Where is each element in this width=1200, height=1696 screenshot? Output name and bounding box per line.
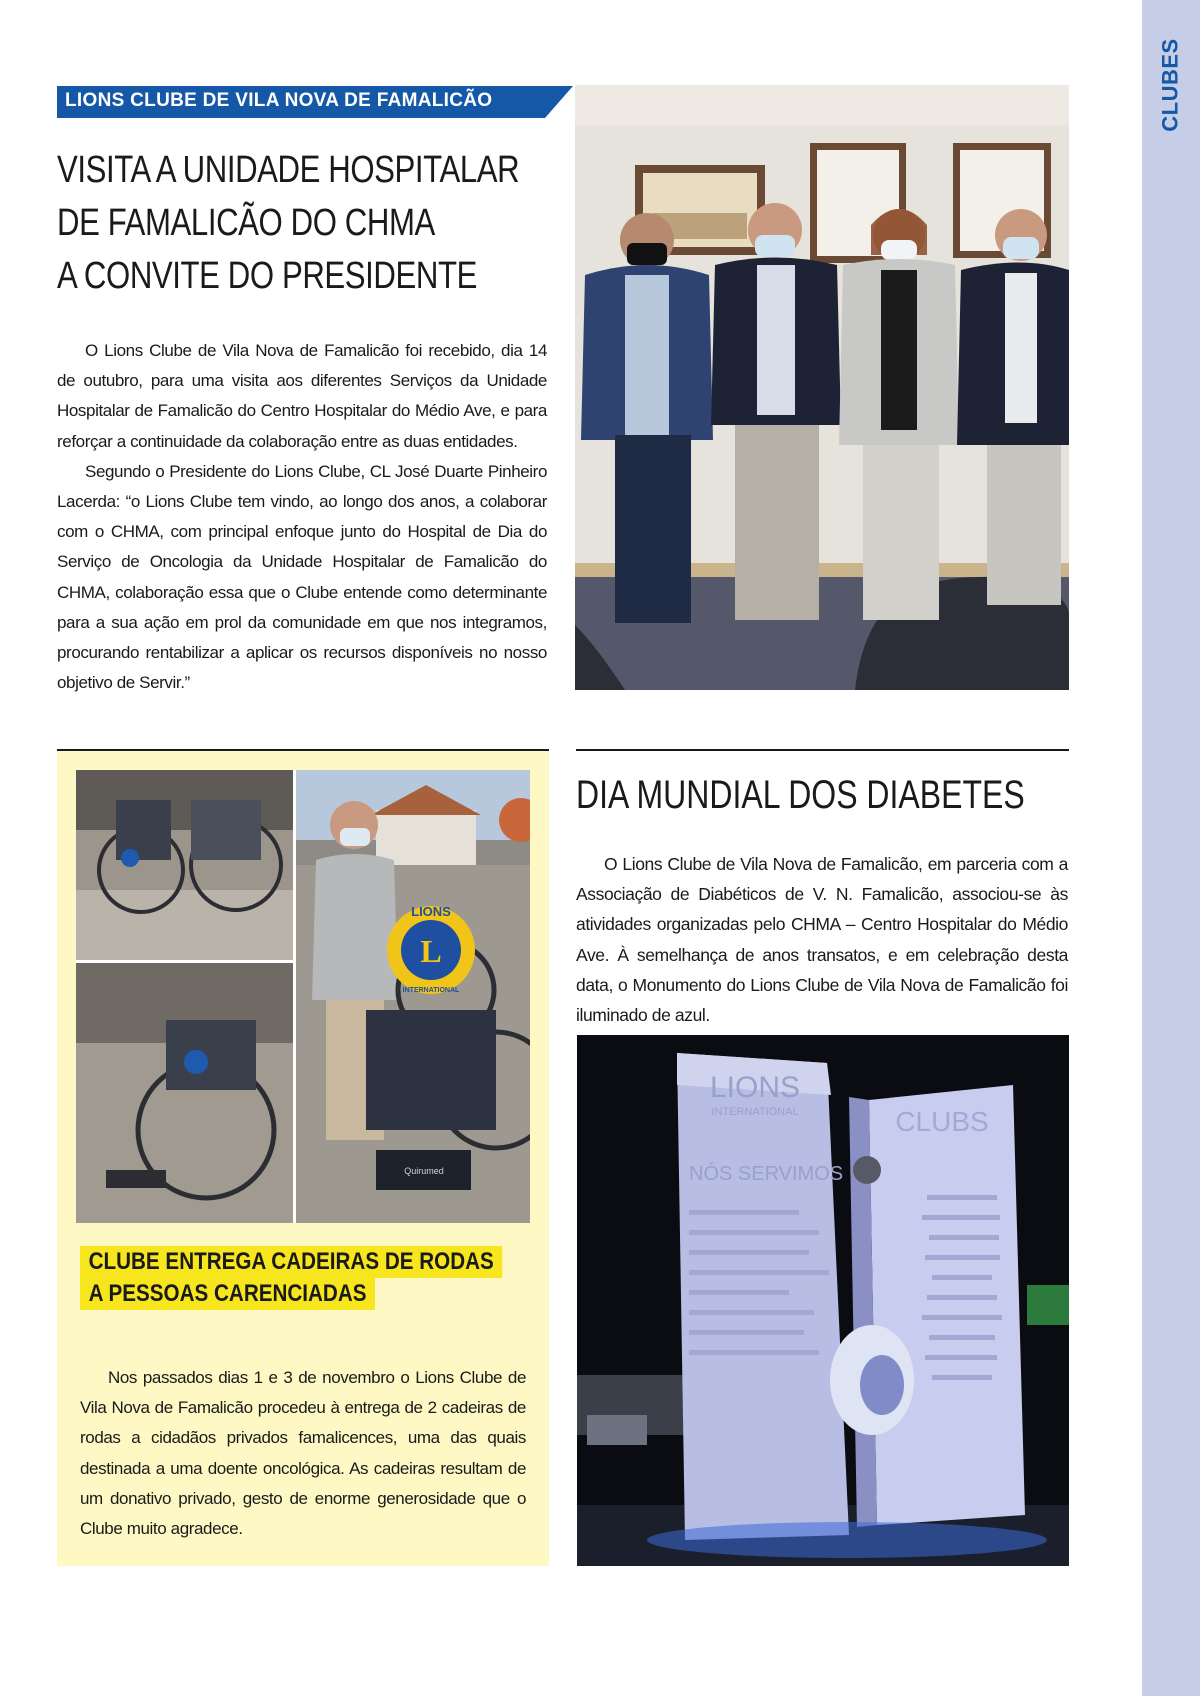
club-banner — [57, 86, 573, 118]
emblem-letter: L — [420, 933, 442, 969]
monument-photo — [577, 1035, 1069, 1566]
section-tab — [1148, 40, 1194, 130]
monument-international-text: INTERNATIONAL — [711, 1106, 799, 1118]
chair-brand-text: Quirumed — [404, 1166, 444, 1176]
monument-lions-text: LIONS — [709, 1071, 801, 1104]
section-divider — [576, 749, 1069, 751]
wheelchair-photo-collage — [76, 770, 530, 1223]
paragraph: Segundo o Presidente do Lions Clube, CL José Duarte Pinheiro Lacerda: “o Lions Clube tem vindo, ao longo dos anos, a colaborar com o CHMA, com principal enfoque junto do Hospital de Dia do Serviço de Oncologia da Unidade Hospitalar de Famalicão do CHMA, colaboração essa que o Clube entende como determinante para a sua ação em prol da comunidade em que nos integramos, procurando rentabilizar a aplicar os recursos disponíveis no nosso objetivo de Servir.” — [57, 461, 547, 693]
title-line: A PESSOAS CARENCIADAS — [80, 1278, 375, 1310]
article2-title — [80, 1246, 502, 1310]
paragraph: Nos passados dias 1 e 3 de novembro o Lions Clube de Vila Nova de Famalicão procedeu à entrega de 2 cadeiras de rodas a cidadãos privados famalicences, uma das quais destinada a uma doente oncológica. As cadeiras resultam de um donativo privado, gesto de enorme generosidade que o Clube muito agradece. — [80, 1368, 526, 1539]
article3-title: DIA MUNDIAL DOS DIABETES — [576, 773, 1025, 817]
article2-body — [80, 1363, 526, 1544]
side-strip — [1142, 0, 1200, 1696]
title-line: CLUBE ENTREGA CADEIRAS DE RODAS — [80, 1246, 502, 1278]
club-banner-text: LIONS CLUBE DE VILA NOVA DE FAMALICÃO — [65, 90, 493, 111]
title-line: VISITA A UNIDADE HOSPITALAR — [57, 149, 520, 191]
monument-clubs-text: CLUBS — [895, 1106, 989, 1137]
monument-motto-text: NÓS SERVIMOS — [689, 1163, 844, 1185]
paragraph: O Lions Clube de Vila Nova de Famalicão, em parceria com a Associação de Diabéticos de V. N. Famalicão, associou-se às atividades organizadas pelo CHMA – Centro Hospitalar do Médio Ave. À semelhança de anos transatos, e em celebração desta data, o Monumento do Lions Clube de Vila Nova de Famalicão foi iluminado de azul. — [576, 854, 1068, 1026]
article1-title — [57, 144, 520, 303]
emblem-international-text: INTERNATIONAL — [402, 987, 460, 994]
article3-body — [576, 849, 1068, 1030]
title-line: A CONVITE DO PRESIDENTE — [57, 255, 477, 297]
emblem-lions-text: LIONS — [411, 904, 451, 919]
article1-body — [57, 336, 547, 698]
title-line: DE FAMALICÃO DO CHMA — [57, 202, 435, 244]
section-tab-label: CLUBES — [1158, 38, 1184, 132]
group-photo — [575, 85, 1069, 690]
paragraph: O Lions Clube de Vila Nova de Famalicão foi recebido, dia 14 de outubro, para uma visita aos diferentes Serviços da Unidade Hospitalar de Famalicão do Centro Hospitalar do Médio Ave, e para reforçar a continuidade da colaboração entre as duas entidades. — [57, 341, 547, 451]
